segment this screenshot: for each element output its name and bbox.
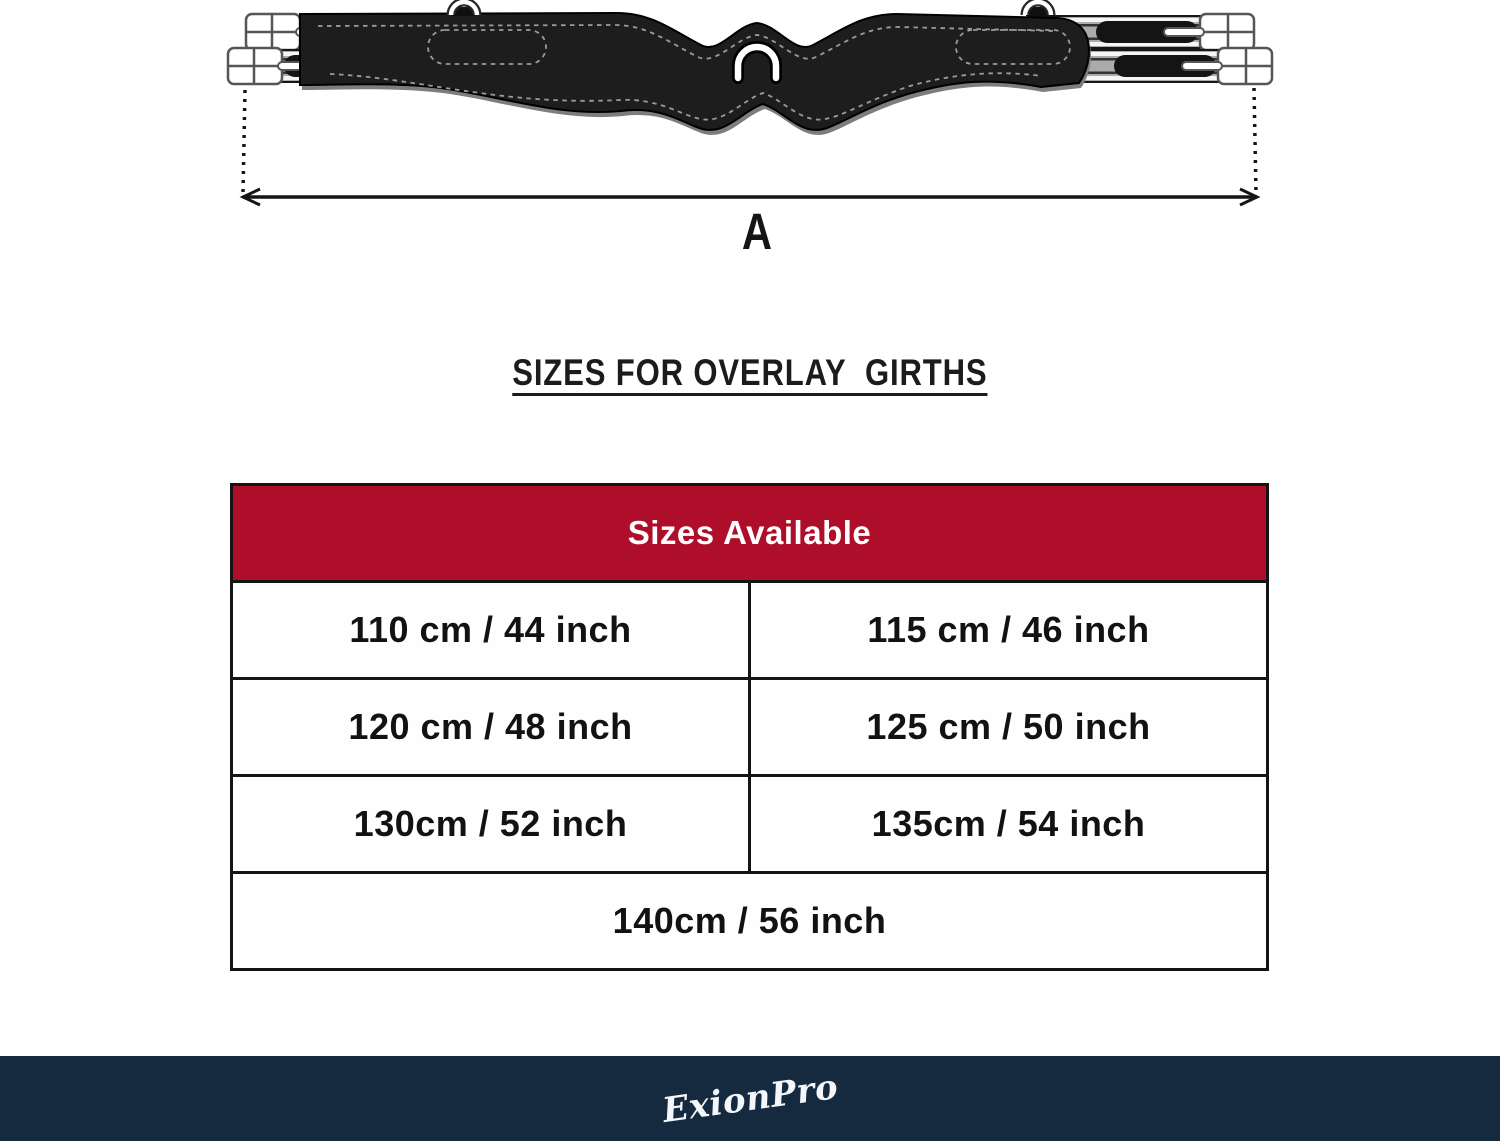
table-row bbox=[232, 582, 1268, 679]
girth-size-diagram bbox=[0, 0, 1500, 280]
page-title: SIZES FOR OVERLAY GIRTHS bbox=[512, 352, 988, 393]
left-extension-line bbox=[243, 90, 245, 193]
table-header-row bbox=[232, 485, 1268, 582]
dimension-label: A bbox=[741, 203, 773, 260]
size-cell: 110 cm / 44 inch bbox=[232, 582, 750, 679]
table-row bbox=[232, 776, 1268, 873]
sizes-table bbox=[230, 483, 1269, 971]
right-keeper-loop-icon bbox=[1025, 2, 1051, 16]
left-keeper-loop-icon bbox=[451, 2, 477, 16]
size-cell: 125 cm / 50 inch bbox=[750, 679, 1268, 776]
size-cell: 120 cm / 48 inch bbox=[232, 679, 750, 776]
footer-band bbox=[0, 1056, 1500, 1141]
page-title-wrap bbox=[0, 352, 1500, 394]
table-row bbox=[232, 873, 1268, 970]
right-extension-line bbox=[1254, 88, 1256, 193]
table-header: Sizes Available bbox=[232, 485, 1268, 582]
brand-logo: ExionPro bbox=[659, 1066, 841, 1131]
size-cell: 135cm / 54 inch bbox=[750, 776, 1268, 873]
size-cell: 130cm / 52 inch bbox=[232, 776, 750, 873]
size-cell: 140cm / 56 inch bbox=[232, 873, 1268, 970]
girth-illustration bbox=[228, 2, 1272, 135]
table-row bbox=[232, 679, 1268, 776]
size-cell: 115 cm / 46 inch bbox=[750, 582, 1268, 679]
